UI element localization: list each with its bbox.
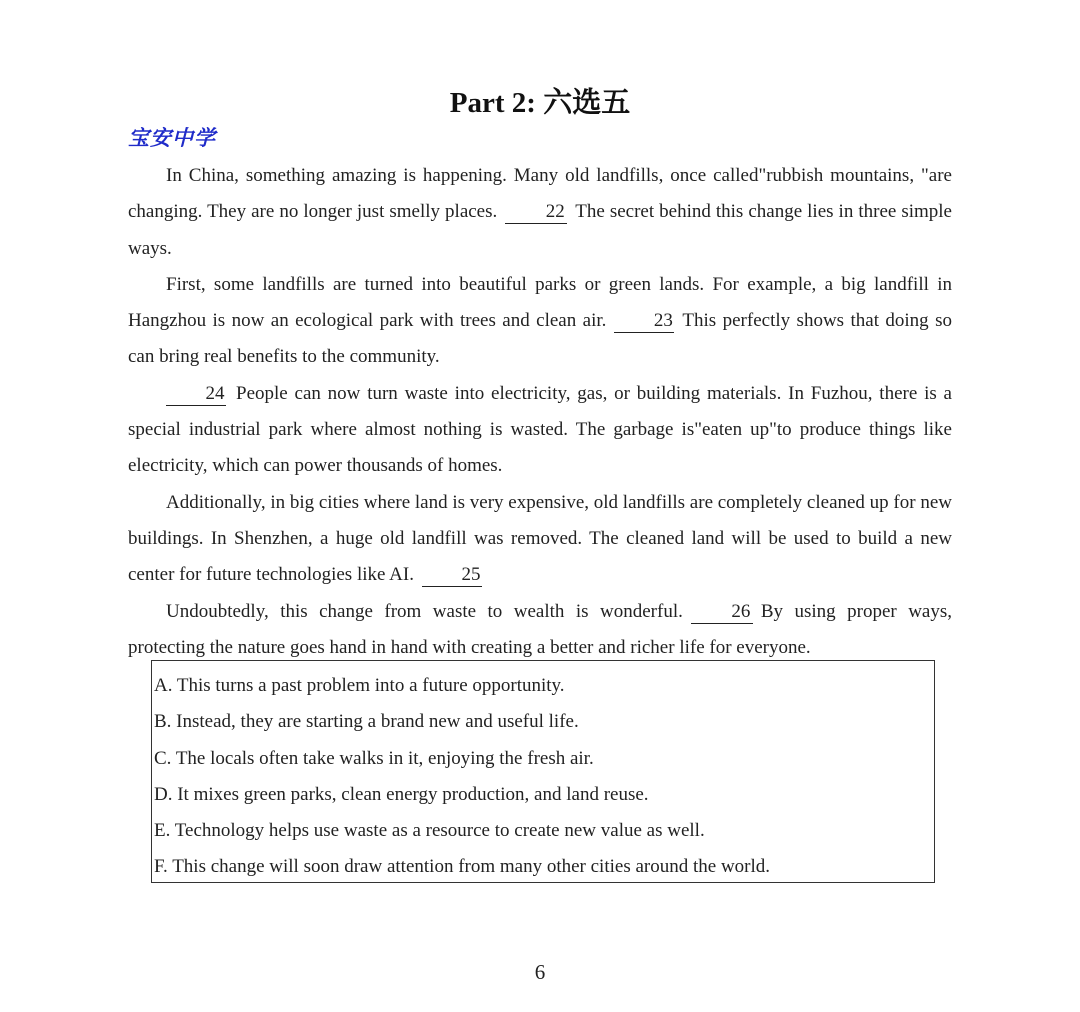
- blank-26: 26: [691, 601, 753, 624]
- paragraph-5: [128, 594, 952, 667]
- school-name: 宝安中学: [128, 126, 216, 150]
- option-b: B. Instead, they are starting a brand new and useful life.: [154, 711, 579, 733]
- paragraph-4-text-before: Additionally, in big cities where land is very expensive, old landfills are completely cleaned up for new buildings. In Shenzhen, a huge old landfill was removed. The cleaned land will be used to build a new center for future technologies like AI.: [128, 491, 952, 586]
- blank-23: 23: [614, 310, 674, 333]
- paragraph-5-text-after: By using proper ways, protecting the nature goes hand in hand with creating a better and richer life for everyone.: [128, 600, 952, 658]
- page-number: 6: [534, 960, 546, 984]
- reading-passage: [128, 158, 952, 666]
- page-title: Part 2: 六选五: [449, 87, 631, 119]
- option-a: A. This turns a past problem into a future opportunity.: [154, 675, 565, 696]
- paragraph-1-text-before: In China, something amazing is happening. Many old landfills, once called"rubbish mountains, "are changing. They are no longer just smelly places.: [128, 165, 952, 223]
- option-d: D. It mixes green parks, clean energy production, and land reuse.: [154, 783, 649, 805]
- options-box: [151, 660, 935, 883]
- paragraph-1: [128, 158, 952, 267]
- paragraph-2-text-after: This perfectly shows that doing so can bring real benefits to the community.: [128, 310, 952, 368]
- option-e: E. Technology helps use waste as a resource to create new value as well.: [154, 820, 705, 842]
- blank-25: 25: [422, 564, 482, 587]
- paragraph-2: [128, 267, 952, 376]
- blank-24: 24: [166, 383, 226, 406]
- option-c: C. The locals often take walks in it, enjoying the fresh air.: [154, 747, 594, 769]
- paragraph-5-text-before: Undoubtedly, this change from waste to wealth is wonderful.: [166, 600, 683, 622]
- paragraph-1-text-after: The secret behind this change lies in three simple ways.: [128, 201, 952, 259]
- paragraph-4: [128, 485, 952, 594]
- blank-22: 22: [505, 201, 567, 224]
- paragraph-3: [128, 376, 952, 485]
- option-f: F. This change will soon draw attention from many other cities around the world.: [154, 856, 771, 878]
- paragraph-3-text-after: People can now turn waste into electricity, gas, or building materials. In Fuzhou, there is a special industrial park where almost nothing is wasted. The garbage is"eaten up"to produce things like electricity, which can power thousands of homes.: [128, 382, 952, 477]
- paragraph-2-text-before: First, some landfills are turned into beautiful parks or green lands. For example, a big landfill in Hangzhou is now an ecological park with trees and clean air.: [128, 273, 952, 332]
